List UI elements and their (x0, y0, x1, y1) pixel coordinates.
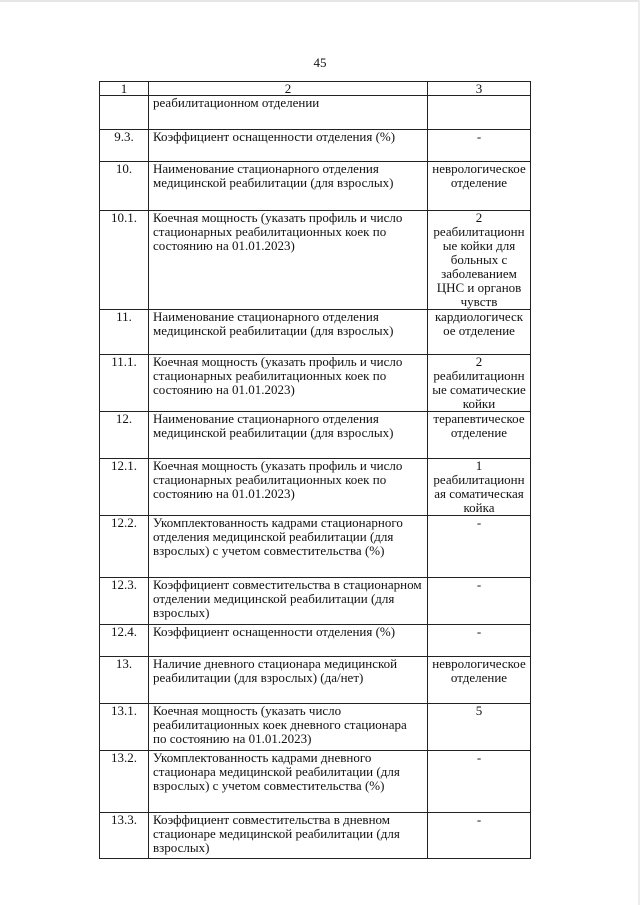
table-row (100, 704, 531, 751)
table-row (100, 211, 531, 310)
row-number: 12.1. (100, 459, 149, 516)
row-indicator: Наличие дневного стационара медицинской реабилитации (для взрослых) (да/нет) (149, 657, 428, 704)
row-number: 12.4. (100, 625, 149, 657)
row-number: 12. (100, 412, 149, 459)
table-row (100, 751, 531, 813)
row-indicator: Коечная мощность (указать число реабилитационных коек дневного стационара по состоянию на 01.01.2023) (149, 704, 428, 751)
rehabilitation-data-table (99, 81, 531, 859)
row-number: 10. (100, 162, 149, 211)
row-value: 5 (428, 704, 531, 751)
row-indicator: Коэффициент совместительства в дневном стационаре медицинской реабилитации (для взрослых) (149, 813, 428, 859)
row-indicator: Коечная мощность (указать профиль и число стационарных реабилитационных коек по состоянию на 01.01.2023) (149, 211, 428, 310)
column-header-1: 1 (100, 82, 149, 96)
row-indicator: Наименование стационарного отделения медицинской реабилитации (для взрослых) (149, 162, 428, 211)
row-value: - (428, 516, 531, 578)
row-indicator: Укомплектованность кадрами стационарного отделения медицинской реабилитации (для взрослых) с учетом совместительства (%) (149, 516, 428, 578)
row-value: 2 реабилитационные койки для больных с заболеванием ЦНС и органов чувств (428, 211, 531, 310)
table-row (100, 130, 531, 162)
row-number: 12.3. (100, 578, 149, 625)
row-number: 9.3. (100, 130, 149, 162)
page-number: 45 (313, 55, 327, 70)
table-row (100, 516, 531, 578)
row-number: 13.1. (100, 704, 149, 751)
row-indicator: Укомплектованность кадрами дневного стационара медицинской реабилитации (для взрослых) с учетом совместительства (%) (149, 751, 428, 813)
row-number: 10.1. (100, 211, 149, 310)
table-row (100, 355, 531, 412)
row-number: 12.2. (100, 516, 149, 578)
row-number: 11. (100, 310, 149, 355)
row-number (100, 96, 149, 130)
table-row (100, 162, 531, 211)
table-row (100, 459, 531, 516)
row-indicator: Наименование стационарного отделения медицинской реабилитации (для взрослых) (149, 412, 428, 459)
table-row (100, 96, 531, 130)
row-number: 11.1. (100, 355, 149, 412)
row-indicator: Коечная мощность (указать профиль и число стационарных реабилитационных коек по состоянию на 01.01.2023) (149, 355, 428, 412)
row-value: неврологическое отделение (428, 657, 531, 704)
row-indicator: Коечная мощность (указать профиль и число стационарных реабилитационных коек по состоянию на 01.01.2023) (149, 459, 428, 516)
column-header-2: 2 (149, 82, 428, 96)
row-indicator: Коэффициент оснащенности отделения (%) (149, 625, 428, 657)
row-value: неврологическое отделение (428, 162, 531, 211)
row-number: 13.2. (100, 751, 149, 813)
row-value: кардиологическое отделение (428, 310, 531, 355)
row-value: терапевтическое отделение (428, 412, 531, 459)
scan-top-edge (0, 0, 640, 2)
row-value: 1 реабилитационная соматическая койка (428, 459, 531, 516)
row-indicator: Наименование стационарного отделения медицинской реабилитации (для взрослых) (149, 310, 428, 355)
row-indicator: реабилитационном отделении (149, 96, 428, 130)
row-indicator: Коэффициент оснащенности отделения (%) (149, 130, 428, 162)
table-row (100, 578, 531, 625)
row-number: 13. (100, 657, 149, 704)
row-value: - (428, 578, 531, 625)
row-value: - (428, 130, 531, 162)
table-row (100, 412, 531, 459)
table-header-row (100, 82, 531, 96)
row-value: - (428, 813, 531, 859)
row-value (428, 96, 531, 130)
table-row (100, 310, 531, 355)
row-indicator: Коэффициент совместительства в стационарном отделении медицинской реабилитации (для взрослых) (149, 578, 428, 625)
table-row (100, 657, 531, 704)
column-header-3: 3 (428, 82, 531, 96)
row-value: - (428, 751, 531, 813)
table-row (100, 813, 531, 859)
table-row (100, 625, 531, 657)
row-value: 2 реабилитационные соматические койки (428, 355, 531, 412)
row-value: - (428, 625, 531, 657)
row-number: 13.3. (100, 813, 149, 859)
